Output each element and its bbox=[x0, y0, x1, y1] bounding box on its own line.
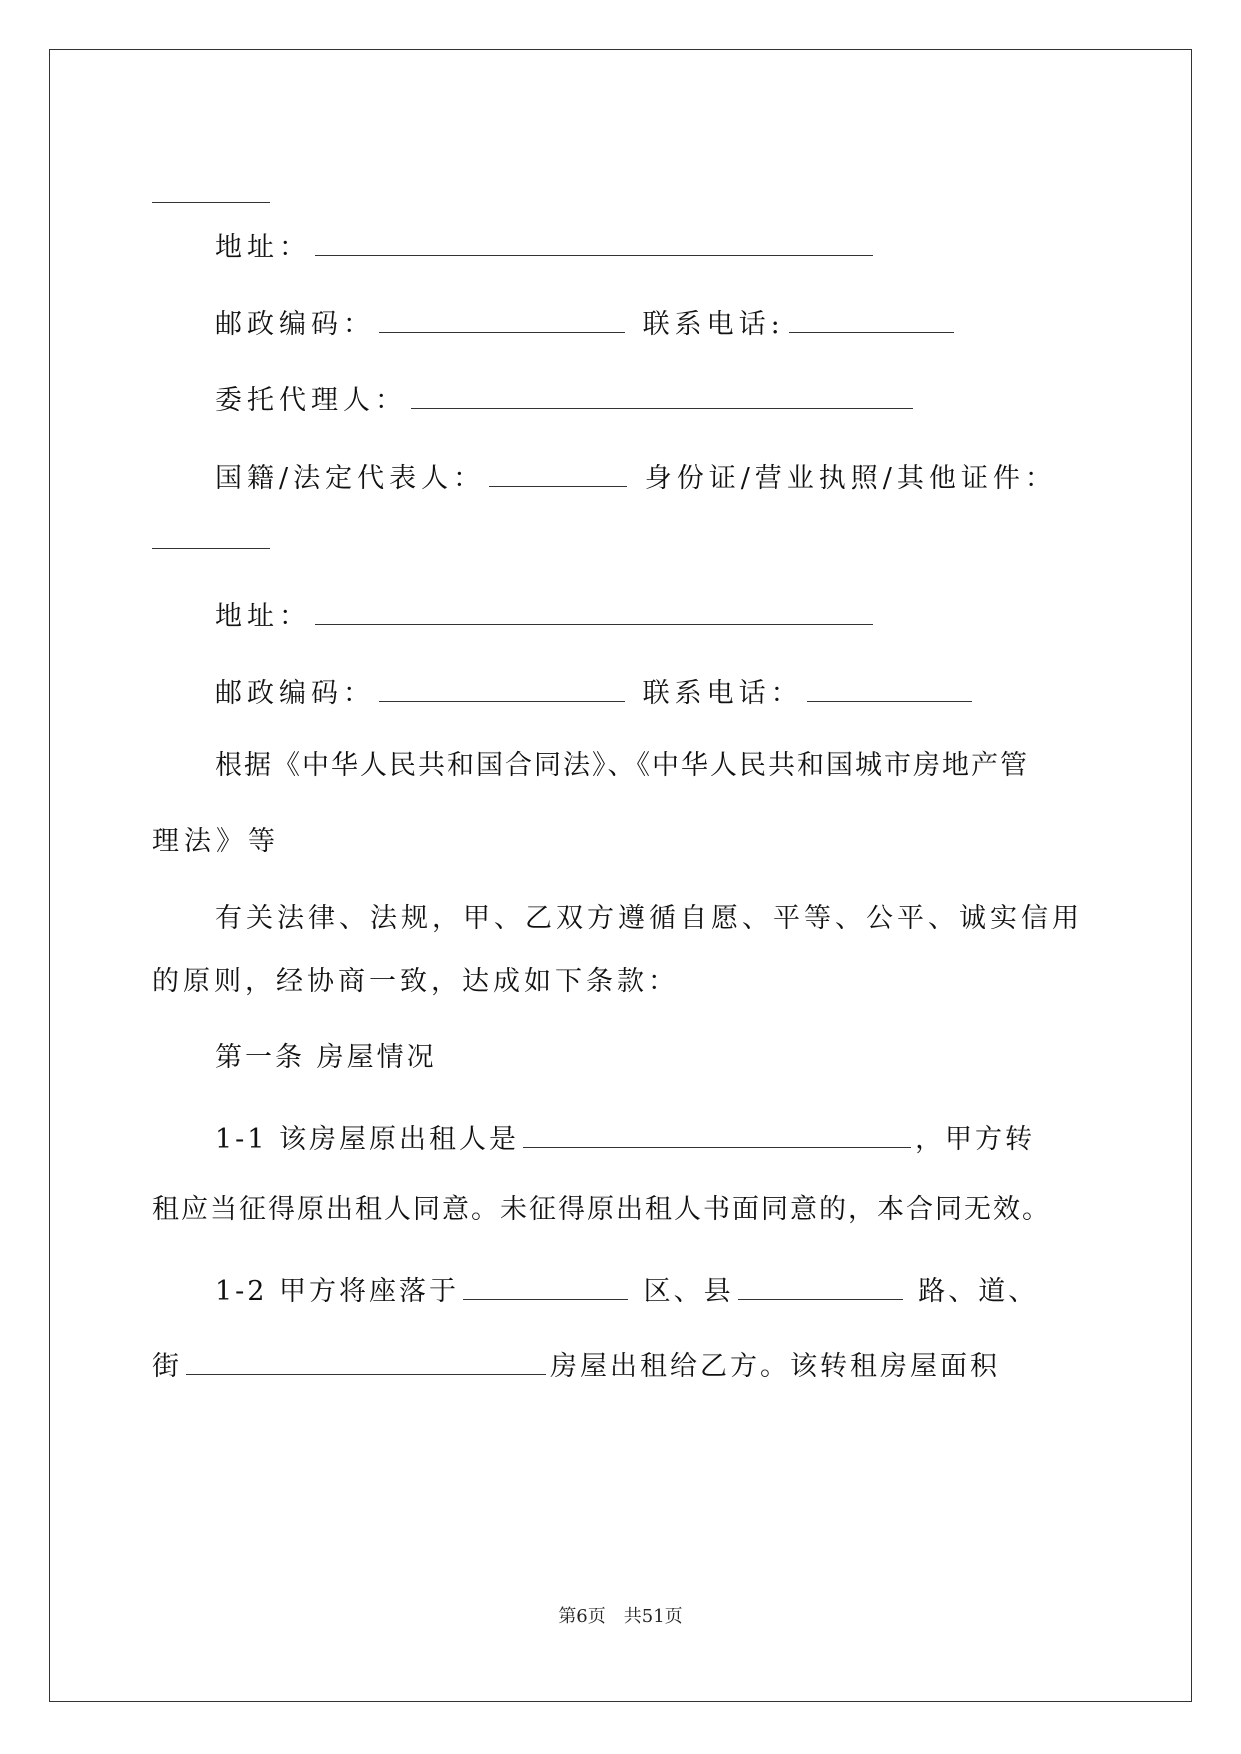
page-border bbox=[49, 49, 1192, 1702]
agent-label: 委托代理人： bbox=[215, 385, 407, 416]
postcode-field[interactable] bbox=[379, 675, 625, 702]
blank-line-1 bbox=[152, 176, 274, 208]
clause-1-1 bbox=[215, 1121, 1035, 1153]
original-lessor-field[interactable] bbox=[523, 1121, 911, 1148]
paragraph-line: 理法》等 bbox=[152, 826, 280, 857]
clause-text: 路、道、 bbox=[918, 1276, 1039, 1307]
paragraph-line: 租应当征得原出租人同意。未征得原出租人书面同意的，本合同无效。 bbox=[152, 1194, 1051, 1225]
postcode-label: 邮政编码： bbox=[215, 309, 375, 340]
clause-text: 区、县 bbox=[643, 1276, 734, 1307]
clause-text: 1-2 甲方将座落于 bbox=[215, 1276, 460, 1307]
clause-1-2 bbox=[215, 1273, 1038, 1305]
phone-label: 联系电话: bbox=[642, 309, 785, 340]
road-field[interactable] bbox=[738, 1273, 903, 1300]
address-label: 地址： bbox=[215, 601, 311, 632]
agent-field[interactable] bbox=[411, 382, 913, 409]
blank-field[interactable] bbox=[152, 176, 270, 203]
address-field[interactable] bbox=[315, 229, 873, 256]
nationality-label: 国籍/法定代表人： bbox=[215, 463, 486, 494]
nationality-line bbox=[215, 460, 1057, 492]
nationality-field[interactable] bbox=[489, 460, 627, 487]
district-field[interactable] bbox=[463, 1273, 628, 1300]
clause-text: 1-1 该房屋原出租人是 bbox=[215, 1124, 520, 1155]
postcode-field[interactable] bbox=[379, 306, 625, 333]
page-footer: 第6页 共51页 bbox=[558, 1606, 683, 1627]
postcode-phone-line-2 bbox=[215, 675, 976, 707]
id-label: 身份证/营业执照/其他证件： bbox=[644, 463, 1057, 494]
postcode-phone-line bbox=[215, 306, 958, 338]
paragraph-line: 根据《中华人民共和国合同法》、《中华人民共和国城市房地产管 bbox=[215, 750, 1029, 781]
clause-1-2-cont bbox=[152, 1348, 1000, 1380]
agent-line bbox=[215, 382, 917, 414]
clause-text: 街 bbox=[152, 1351, 182, 1382]
paragraph-line: 有关法律、法规，甲、乙双方遵循自愿、平等、公平、诚实信用 bbox=[215, 903, 1083, 934]
clause-text: ，甲方转 bbox=[915, 1124, 1036, 1155]
phone-field[interactable] bbox=[807, 675, 972, 702]
address-label: 地址： bbox=[215, 232, 311, 263]
address-field[interactable] bbox=[315, 598, 873, 625]
paragraph-line: 的原则，经协商一致，达成如下条款： bbox=[152, 966, 679, 997]
article-heading: 第一条 房屋情况 bbox=[215, 1042, 437, 1073]
postcode-label: 邮政编码： bbox=[215, 678, 375, 709]
blank-line-2 bbox=[152, 522, 274, 554]
phone-field[interactable] bbox=[789, 306, 954, 333]
clause-text: 房屋出租给乙方。该转租房屋面积 bbox=[550, 1351, 1000, 1382]
address-line-2 bbox=[215, 598, 877, 630]
street-field[interactable] bbox=[186, 1348, 546, 1375]
address-line bbox=[215, 229, 877, 261]
phone-label: 联系电话： bbox=[642, 678, 803, 709]
blank-field[interactable] bbox=[152, 522, 270, 549]
